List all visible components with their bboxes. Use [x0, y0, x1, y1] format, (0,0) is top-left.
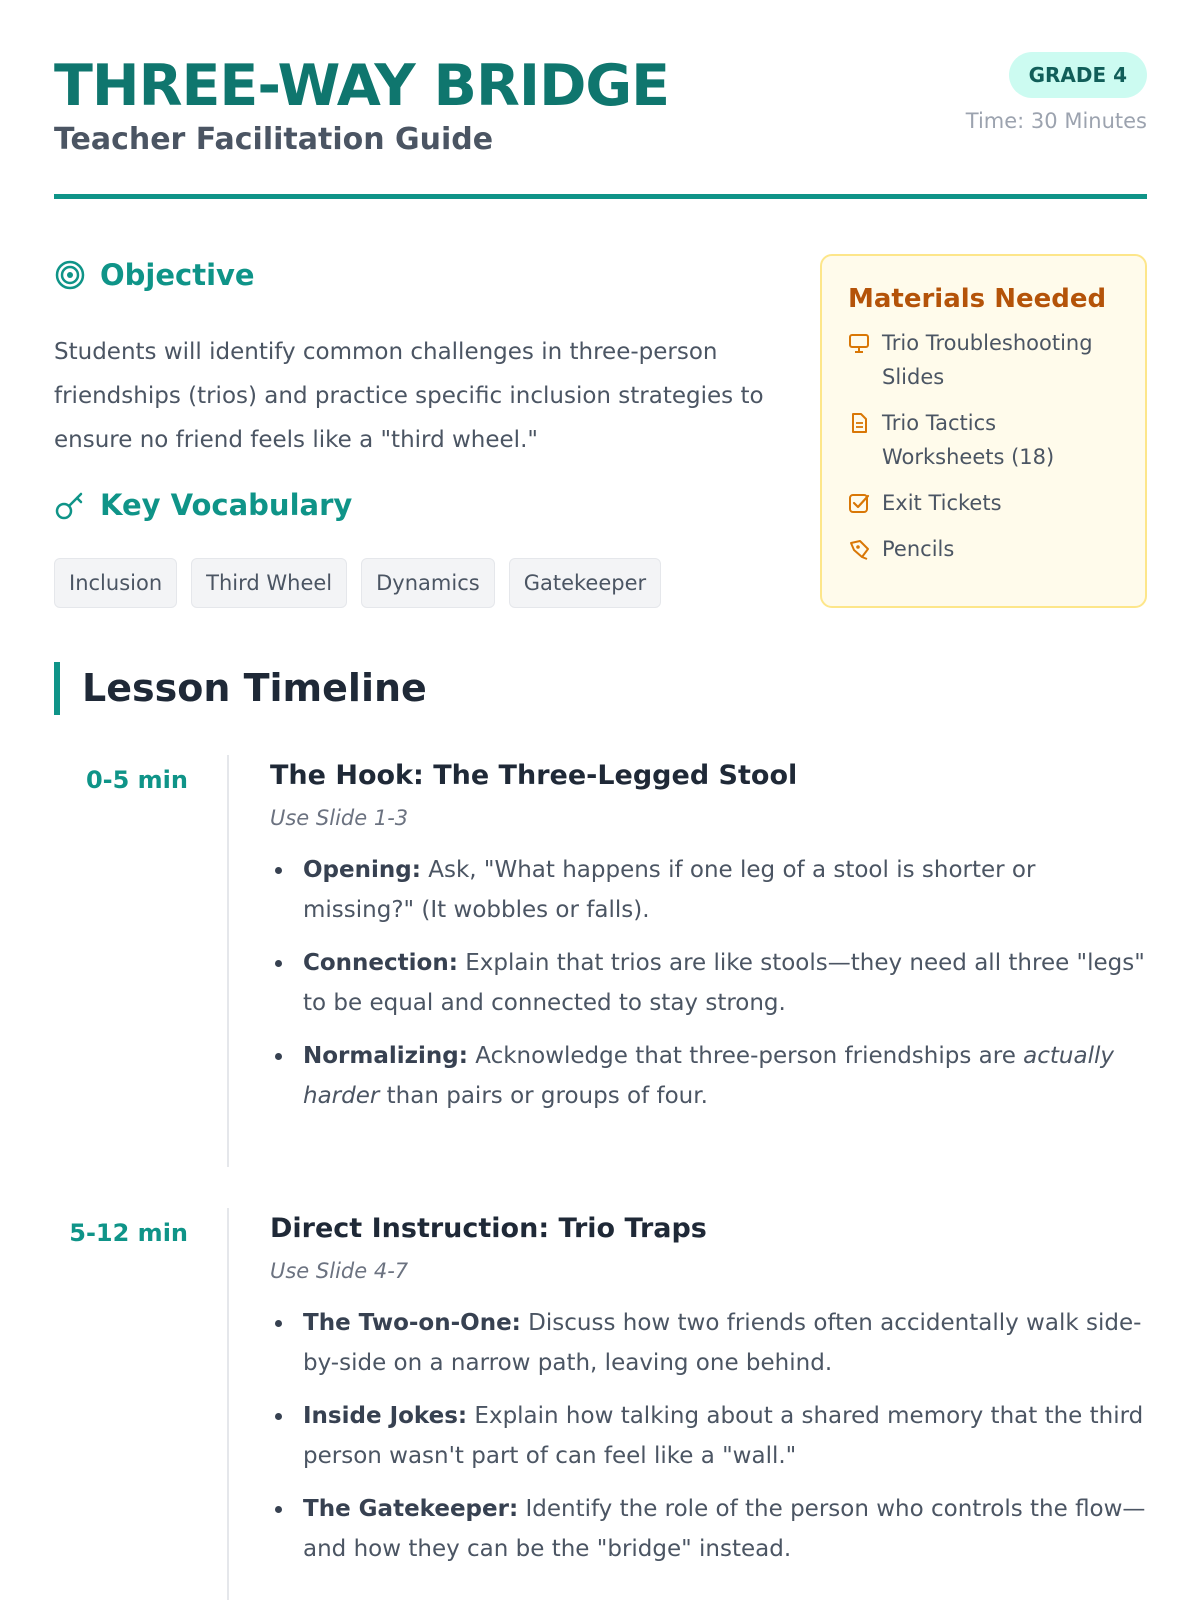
point-label: Inside Jokes:: [303, 1403, 468, 1429]
material-item: [848, 326, 1119, 394]
point-label: Connection:: [303, 950, 458, 976]
page-subtitle: Teacher Facilitation Guide: [54, 122, 494, 157]
point-label: The Gatekeeper:: [303, 1496, 519, 1522]
page-title: THREE-WAY BRIDGE: [54, 53, 670, 119]
point-label: Opening:: [303, 857, 421, 883]
header-divider: [54, 194, 1147, 199]
timeline-line: [227, 1208, 229, 1600]
material-label: Exit Tickets: [882, 491, 1002, 515]
material-item: [848, 532, 1119, 566]
material-label: Trio Troubleshooting Slides: [882, 331, 1093, 389]
phase-point: [270, 943, 1150, 1023]
phase-point: [270, 1303, 1150, 1383]
point-text: Identify the role of the person who controls the flow—and how they can be the "bridge" instead.: [303, 1496, 1146, 1562]
material-label: Pencils: [882, 537, 955, 561]
timeline-phase: [270, 1211, 1150, 1582]
materials-card: [820, 254, 1147, 608]
vocabulary-list: [54, 558, 661, 608]
point-text: Explain how talking about a shared memory that the third person wasn't part of can feel like a "wall.": [303, 1403, 1144, 1469]
phase-time: 0-5 min: [85, 766, 188, 794]
phase-note: Use Slide 4-7: [270, 1259, 409, 1283]
vocab-chip: Inclusion: [54, 558, 177, 608]
phase-point: [270, 1396, 1150, 1476]
phase-title: Direct Instruction: Trio Traps: [270, 1213, 707, 1244]
duration-label: Time: 30 Minutes: [965, 109, 1147, 133]
checkbox-icon: [848, 492, 870, 514]
point-emphasis: actually harder: [303, 1043, 1114, 1109]
vocabulary-heading: [54, 488, 352, 522]
phase-point: [270, 1489, 1150, 1569]
timeline-phase: [270, 758, 1150, 1129]
material-item: [848, 406, 1119, 474]
timeline-line: [227, 755, 229, 1167]
timeline-heading: Lesson Timeline: [54, 662, 427, 715]
point-label: The Two-on-One:: [303, 1310, 521, 1336]
objective-heading-label: Objective: [100, 258, 255, 292]
document-icon: [848, 412, 870, 434]
point-label: Normalizing:: [303, 1043, 468, 1069]
phase-title: The Hook: The Three-Legged Stool: [270, 760, 798, 791]
phase-points: [270, 1303, 1150, 1569]
vocabulary-heading-label: Key Vocabulary: [100, 488, 353, 522]
phase-points: [270, 850, 1150, 1116]
objective-text: Students will identify common challenges in three-person friendships (trios) and practice specific inclusion strategies to ensure no friend feels like a "third wheel.": [54, 339, 764, 453]
point-text: Explain that trios are like stools—they need all three "legs" to be equal and connected to stay strong.: [303, 950, 1145, 1016]
page-header: [54, 52, 1147, 160]
objective-heading: [54, 258, 255, 292]
pencil-icon: [848, 538, 870, 560]
grade-badge: GRADE 4: [1009, 52, 1147, 98]
phase-point: [270, 1036, 1150, 1116]
key-icon: [54, 489, 86, 521]
vocab-chip: Dynamics: [361, 558, 495, 608]
target-icon: [54, 259, 86, 291]
point-text-after: than pairs or groups of four.: [379, 1083, 708, 1109]
point-text: Discuss how two friends often accidentally walk side-by-side on a narrow path, leaving one behind.: [303, 1310, 1142, 1376]
material-item: [848, 486, 1119, 520]
materials-heading: Materials Needed: [848, 284, 1107, 314]
presentation-icon: [848, 332, 870, 354]
phase-note: Use Slide 1-3: [270, 806, 409, 830]
vocab-chip: Gatekeeper: [509, 558, 661, 608]
phase-time: 5-12 min: [69, 1219, 188, 1247]
point-text: Acknowledge that three-person friendships are: [467, 1043, 1024, 1069]
phase-point: [270, 850, 1150, 930]
vocab-chip: Third Wheel: [191, 558, 347, 608]
material-label: Trio Tactics Worksheets (18): [882, 411, 1055, 469]
point-text: Ask, "What happens if one leg of a stool is shorter or missing?" (It wobbles or falls).: [303, 857, 1036, 923]
